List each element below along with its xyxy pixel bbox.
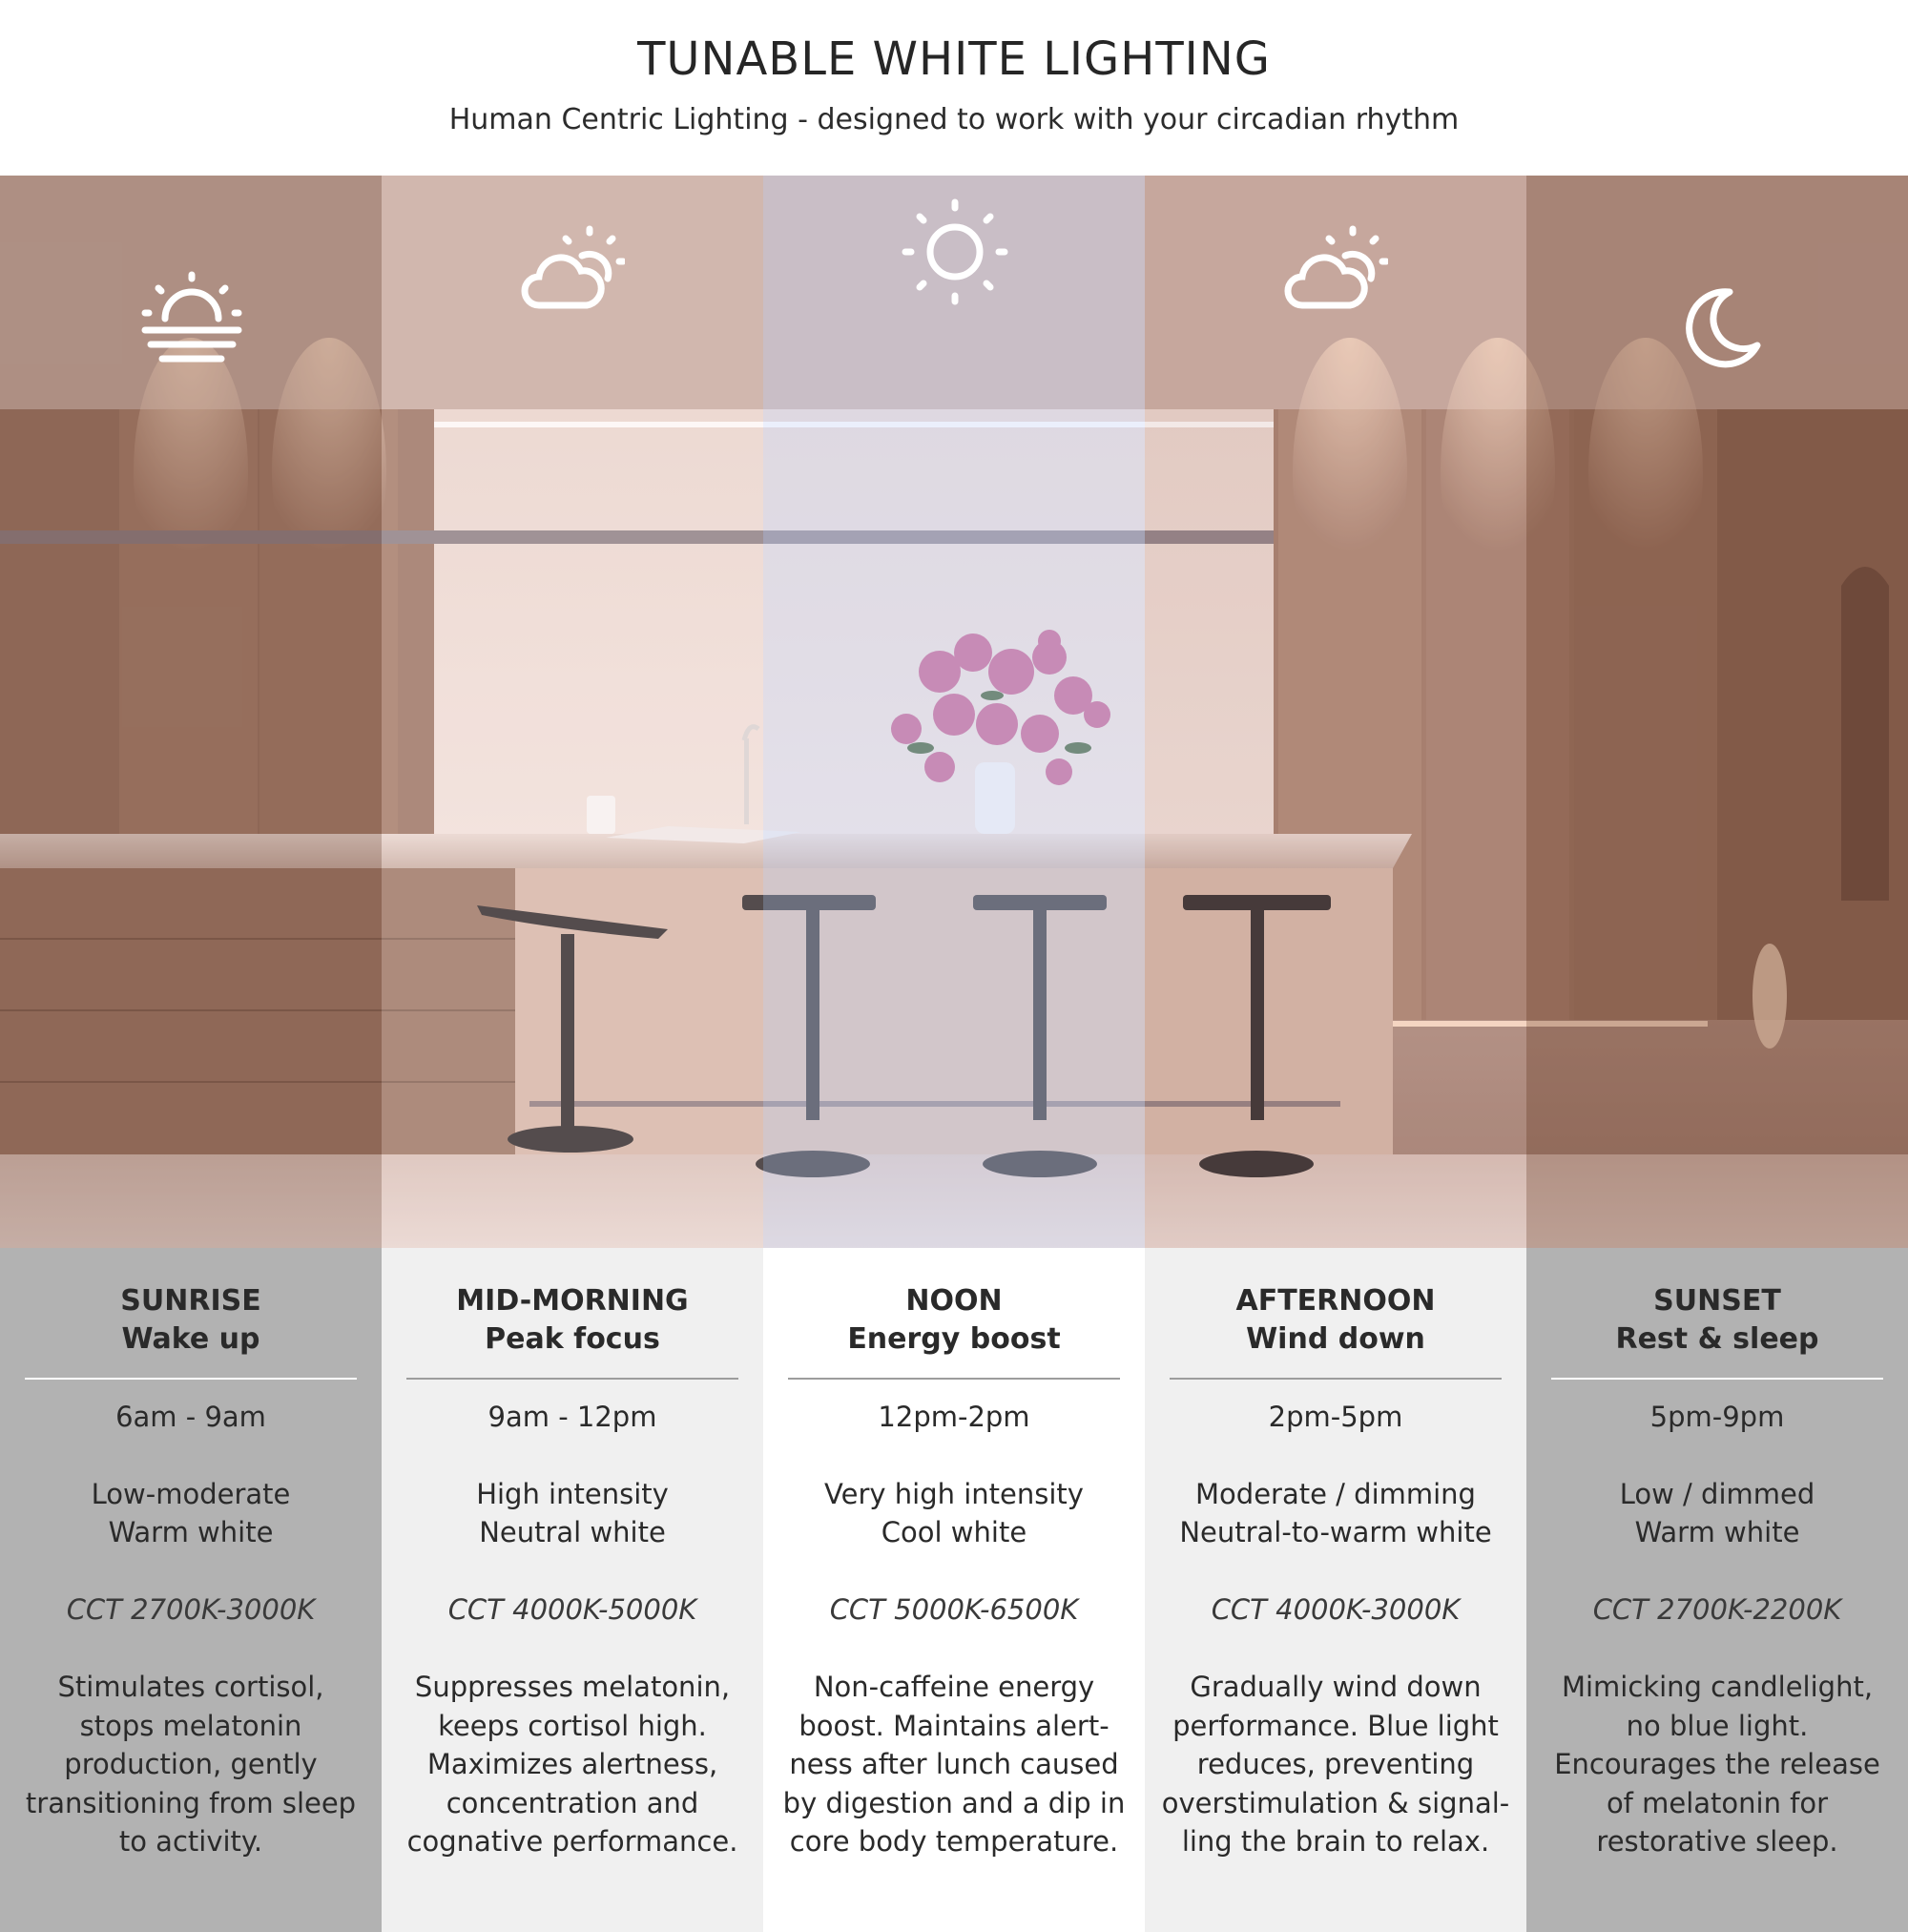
light-color: Warm white [108,1516,274,1548]
intensity-level: Low / dimmed [1619,1478,1815,1510]
light-color: Warm white [1634,1516,1800,1548]
divider [25,1378,357,1380]
phase-cct: CCT 4000K-5000K [447,1593,697,1626]
description-line: production, gently [64,1748,318,1780]
phase-description [0,1668,382,1861]
phase-column-mid-morning [382,1248,763,1932]
description-line: Maximizes alertness, [426,1748,718,1780]
mid-morning-tint-band [382,176,763,1248]
phase-description [382,1668,763,1861]
description-line: concentration and [446,1786,699,1819]
phase-subtitle: Wake up [121,1322,260,1356]
phase-panels [0,1248,1908,1932]
phase-time: 5pm-9pm [1649,1401,1785,1433]
description-line: Stimulates cortisol, [57,1671,324,1703]
description-line: restorative sleep. [1596,1825,1838,1858]
sun-icon [902,198,1008,305]
phase-subtitle: Rest & sleep [1615,1322,1819,1356]
phase-name: AFTERNOON [1235,1284,1436,1318]
phase-intensity [382,1475,763,1551]
description-line: to activity. [118,1825,263,1858]
sunrise-icon [139,271,244,376]
description-line: Encourages the release [1554,1748,1880,1780]
phase-time: 6am - 9am [115,1401,266,1433]
kitchen-scene [0,176,1908,1248]
phase-intensity [763,1475,1145,1551]
light-color: Neutral-to-warm white [1179,1516,1492,1548]
intensity-level: High intensity [476,1478,669,1510]
divider [406,1378,738,1380]
description-line: keeps cortisol high. [438,1709,707,1742]
light-color: Neutral white [479,1516,666,1548]
divider [1551,1378,1883,1380]
phase-name: NOON [905,1284,1003,1318]
phase-time: 2pm-5pm [1268,1401,1403,1433]
phase-subtitle: Wind down [1246,1322,1425,1356]
phase-column-sunrise [0,1248,382,1932]
header [0,0,1908,176]
description-line: overstimulation & signal- [1161,1786,1510,1819]
description-line: by digestion and a dip in [782,1786,1126,1819]
phase-cct: CCT 4000K-3000K [1211,1593,1461,1626]
description-line: ness after lunch caused [789,1748,1119,1780]
description-line: core body temperature. [789,1825,1119,1858]
divider [788,1378,1120,1380]
light-color: Cool white [881,1516,1027,1548]
page-subtitle: Human Centric Lighting - designed to work with your circadian rhythm [448,103,1460,136]
phase-cct: CCT 5000K-6500K [829,1593,1079,1626]
phase-intensity [1145,1475,1526,1551]
phase-cct: CCT 2700K-3000K [66,1593,316,1626]
intensity-level: Moderate / dimming [1195,1478,1476,1510]
phase-intensity [0,1475,382,1551]
intensity-level: Very high intensity [824,1478,1084,1510]
phase-description [1526,1668,1908,1861]
phase-description [1145,1668,1526,1861]
phase-name: MID-MORNING [456,1284,689,1318]
description-line: Gradually wind down [1190,1671,1482,1703]
partly-cloudy-sun-icon [520,223,625,319]
description-line: Mimicking candlelight, [1561,1671,1874,1703]
phase-subtitle: Energy boost [847,1322,1061,1356]
description-line: cognative performance. [406,1825,738,1858]
phase-column-sunset [1526,1248,1908,1932]
description-line: Non-caffeine energy [813,1671,1095,1703]
partly-cloudy-sun-icon [1283,223,1388,319]
description-line: boost. Maintains alert- [798,1709,1110,1742]
description-line: transitioning from sleep [25,1786,357,1819]
description-line: Suppresses melatonin, [414,1671,731,1703]
description-line: of melatonin for [1606,1786,1829,1819]
phase-column-noon [763,1248,1145,1932]
phase-name: SUNRISE [120,1284,261,1318]
description-line: no blue light. [1626,1709,1809,1742]
phase-time: 12pm-2pm [878,1401,1030,1433]
afternoon-tint-band [1145,176,1526,1248]
page-title: TUNABLE WHITE LIGHTING [637,32,1271,86]
description-line: ling the brain to relax. [1181,1825,1490,1858]
phase-cct: CCT 2700K-2200K [1592,1593,1842,1626]
description-line: reduces, preventing [1196,1748,1475,1780]
noon-tint-band [763,176,1145,1248]
phase-intensity [1526,1475,1908,1551]
description-line: stops melatonin [79,1709,302,1742]
intensity-level: Low-moderate [91,1478,291,1510]
crescent-moon-icon [1677,286,1763,372]
description-line: performance. Blue light [1172,1709,1499,1742]
phase-name: SUNSET [1653,1284,1781,1318]
phase-column-afternoon [1145,1248,1526,1932]
divider [1170,1378,1502,1380]
phase-time: 9am - 12pm [487,1401,657,1433]
phase-description [763,1668,1145,1861]
phase-subtitle: Peak focus [485,1322,660,1356]
